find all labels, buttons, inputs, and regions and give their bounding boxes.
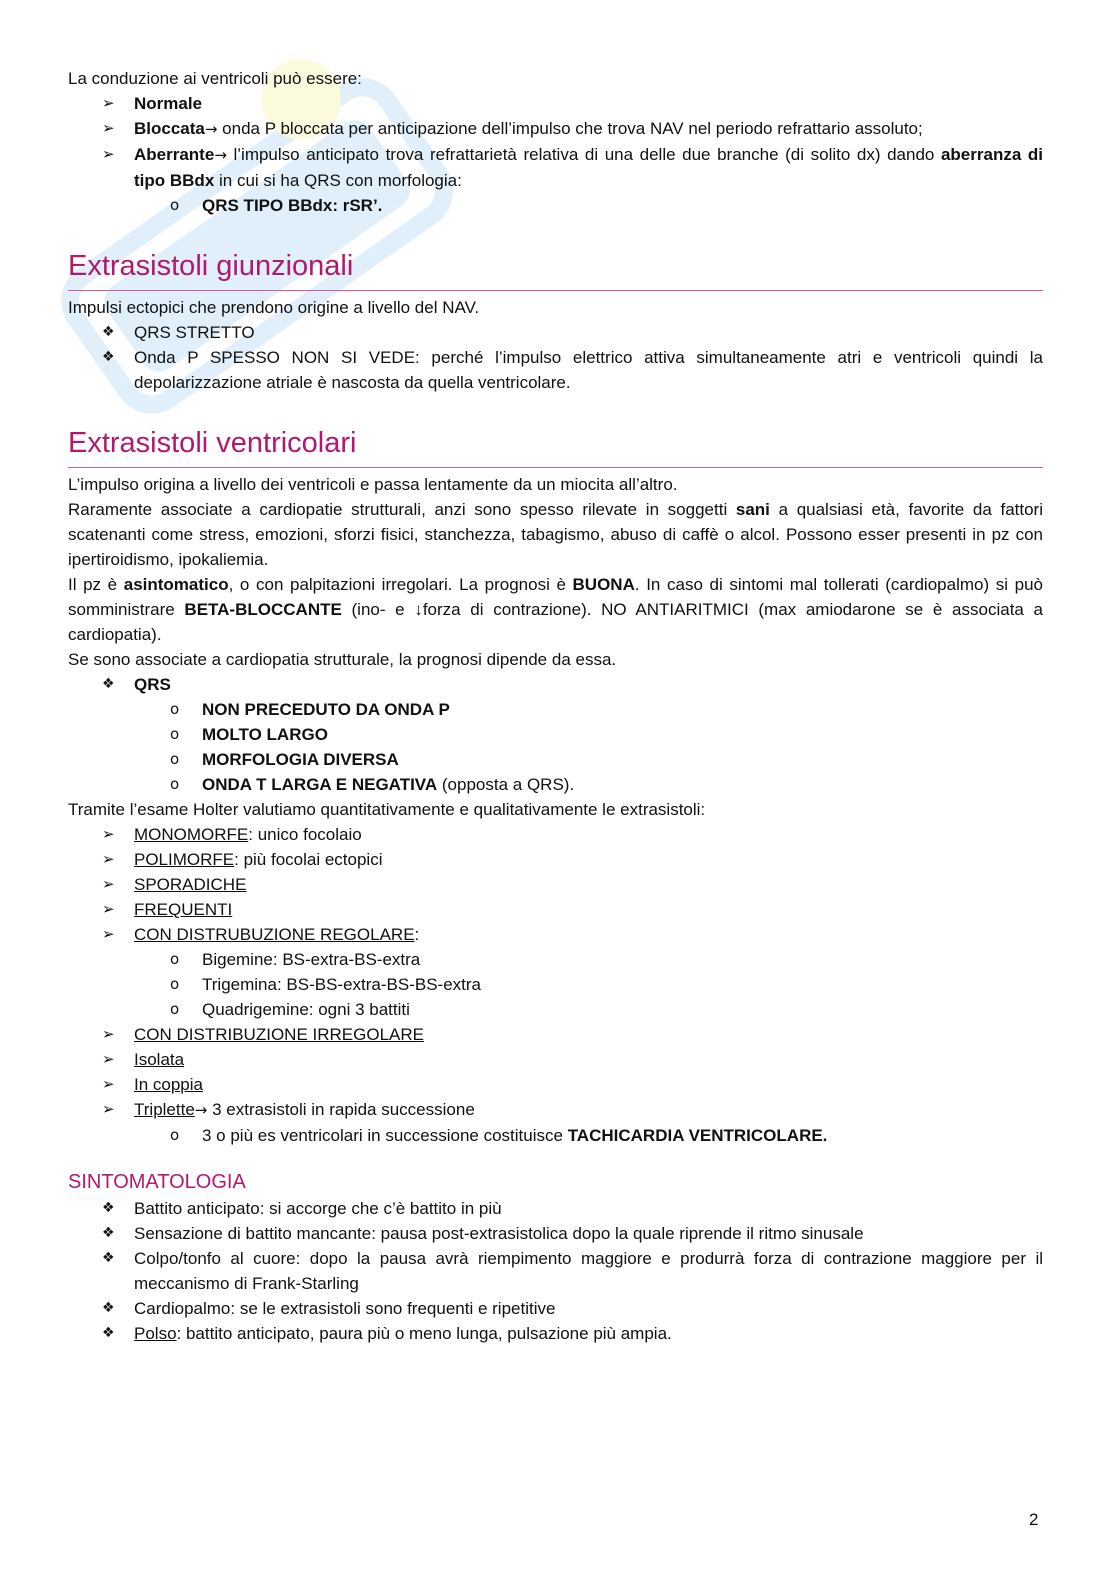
arrow-bullet-icon: ➢ [102, 1075, 115, 1093]
section-title-giunzionali: Extrasistoli giunzionali [68, 248, 1043, 291]
circle-bullet-icon: o [170, 775, 180, 793]
circle-bullet-icon: o [170, 750, 180, 768]
list-item: ❖ Battito anticipato: si accorge che c’è battito in più [68, 1196, 1043, 1221]
item-bold: QRS TIPO BBdx: rSR’. [202, 196, 383, 215]
right-arrow-icon: → [214, 146, 227, 164]
item-bold: Bloccata [134, 119, 205, 138]
circle-bullet-icon: o [170, 975, 180, 993]
arrow-bullet-icon: ➢ [102, 925, 115, 943]
diamond-bullet-icon: ❖ [102, 324, 115, 340]
paragraph: Impulsi ectopici che prendono origine a livello del NAV. [68, 298, 480, 317]
arrow-bullet-icon: ➢ [102, 1050, 115, 1068]
list-item: ➢ SPORADICHE [68, 872, 1043, 897]
section-title-sintomatologia: SINTOMATOLOGIA [68, 1171, 246, 1193]
diamond-bullet-icon: ❖ [102, 1250, 115, 1266]
sub-list-item [68, 193, 1043, 218]
arrow-bullet-icon: ➢ [102, 145, 115, 163]
paragraph: L’impulso origina a livello dei ventricoli e passa lentamente da un miocita all’altro. [68, 475, 678, 494]
page-number: 2 [1029, 1510, 1039, 1529]
arrow-bullet-icon: ➢ [102, 1025, 115, 1043]
right-arrow-icon: → [204, 120, 218, 138]
arrow-bullet-icon: ➢ [102, 1100, 115, 1118]
list-item [68, 345, 1043, 395]
list-item: ❖ Polso: battito anticipato, paura più o meno lunga, pulsazione più ampia. [68, 1321, 1043, 1346]
list-item [68, 320, 1043, 345]
list-item: ➢ CON DISTRIBUZIONE IRREGOLARE [68, 1022, 1043, 1047]
sub-list-item: o ONDA T LARGA E NEGATIVA (opposta a QRS). [68, 772, 1043, 797]
item-text: in cui si ha QRS con morfologia: [214, 171, 462, 190]
circle-bullet-icon: o [170, 725, 180, 743]
paragraph: Se sono associate a cardiopatia strutturale, la prognosi dipende da essa. [68, 650, 617, 669]
list-item: ❖ Sensazione di battito mancante: pausa post-extrasistolica dopo la quale riprende il ritmo sinusale [68, 1221, 1043, 1246]
item-bold: Normale [134, 94, 203, 113]
circle-bullet-icon: o [170, 1000, 180, 1018]
arrow-bullet-icon: ➢ [102, 825, 115, 843]
list-item: ➢ CON DISTRUBUZIONE REGOLARE: [68, 922, 1043, 947]
diamond-bullet-icon: ❖ [102, 1325, 115, 1341]
list-item: ➢ FREQUENTI [68, 897, 1043, 922]
list-item: ❖ Cardiopalmo: se le extrasistoli sono frequenti e ripetitive [68, 1296, 1043, 1321]
circle-bullet-icon: o [170, 950, 180, 968]
item-text: QRS STRETTO [134, 323, 255, 342]
arrow-bullet-icon: ➢ [102, 875, 115, 893]
arrow-bullet-icon: ➢ [102, 94, 115, 112]
list-item: ➢ Isolata [68, 1047, 1043, 1072]
sub-list-item: o MOLTO LARGO [68, 722, 1043, 747]
item-bold: Aberrante [134, 145, 215, 164]
diamond-bullet-icon: ❖ [102, 676, 115, 692]
right-arrow-icon: → [194, 1101, 208, 1119]
diamond-bullet-icon: ❖ [102, 1300, 115, 1316]
item-text: onda P bloccata per anticipazione dell’impulso che trova NAV nel periodo refrattario assoluto; [217, 119, 923, 138]
list-item: ➢ Triplette→ 3 extrasistoli in rapida successione [68, 1097, 1043, 1123]
item-text: l’impulso anticipato trova refrattarietà relativa di una delle due branche (di solito dx) dando [226, 145, 941, 164]
sub-list-item: o MORFOLOGIA DIVERSA [68, 747, 1043, 772]
paragraph: Tramite l’esame Holter valutiamo quantitativamente e qualitativamente le extrasistoli: [68, 800, 706, 819]
diamond-bullet-icon: ❖ [102, 1200, 115, 1216]
item-text: Onda P SPESSO NON SI VEDE: perché l’impulso elettrico attiva simultaneamente atri e ventricoli quindi la depolarizzazione atriale è nascosta da quella ventricolare. [134, 348, 1043, 392]
intro-lead: La conduzione ai ventricoli può essere: [68, 69, 362, 88]
item-bold: QRS [134, 675, 171, 694]
sub-list-item: o Trigemina: BS-BS-extra-BS-BS-extra [68, 972, 1043, 997]
section-title-ventricolari: Extrasistoli ventricolari [68, 425, 1043, 468]
arrow-bullet-icon: ➢ [102, 900, 115, 918]
item-bold: aberranza di tipo BBdx [134, 145, 1043, 190]
list-item [68, 91, 1043, 116]
diamond-bullet-icon: ❖ [102, 349, 115, 365]
sub-list-item: o Bigemine: BS-extra-BS-extra [68, 947, 1043, 972]
list-item [68, 142, 1043, 193]
list-item: ❖ Colpo/tonfo al cuore: dopo la pausa avrà riempimento maggiore e produrrà forza di contrazione maggiore per il meccanismo di Frank-Starling [68, 1246, 1043, 1296]
arrow-bullet-icon: ➢ [102, 850, 115, 868]
sub-list-item: o Quadrigemine: ogni 3 battiti [68, 997, 1043, 1022]
circle-bullet-icon: o [170, 1126, 180, 1144]
sub-list-item: o 3 o più es ventricolari in successione costituisce TACHICARDIA VENTRICOLARE. [68, 1123, 1043, 1148]
list-item: ➢ MONOMORFE: unico focolaio [68, 822, 1043, 847]
list-item [68, 672, 1043, 697]
list-item: ➢ In coppia [68, 1072, 1043, 1097]
sub-list-item: o NON PRECEDUTO DA ONDA P [68, 697, 1043, 722]
circle-bullet-icon: o [170, 700, 180, 718]
arrow-bullet-icon: ➢ [102, 119, 115, 137]
list-item [68, 116, 1043, 142]
diamond-bullet-icon: ❖ [102, 1225, 115, 1241]
paragraph: Raramente associate a cardiopatie strutturali, anzi sono spesso rilevate in soggetti sani a qualsiasi età, favorite da fattori scatenanti come stress, emozioni, sforzi fisici, stanchezza, tabagismo, abuso di caffè o alcol. Possono esser presenti in pz con ipertiroidismo, ipokaliemia. [68, 500, 1043, 569]
paragraph: Il pz è asintomatico, o con palpitazioni irregolari. La prognosi è BUONA. In caso di sintomi mal tollerati (cardiopalmo) si può somministrare BETA-BLOCCANTE (ino- e ↓forza di contrazione). NO ANTIARITMICI (max amiodarone se è associata a cardiopatia). [68, 575, 1043, 644]
circle-bullet-icon: o [170, 196, 180, 214]
list-item: ➢ POLIMORFE: più focolai ectopici [68, 847, 1043, 872]
page-content [68, 66, 1043, 1346]
